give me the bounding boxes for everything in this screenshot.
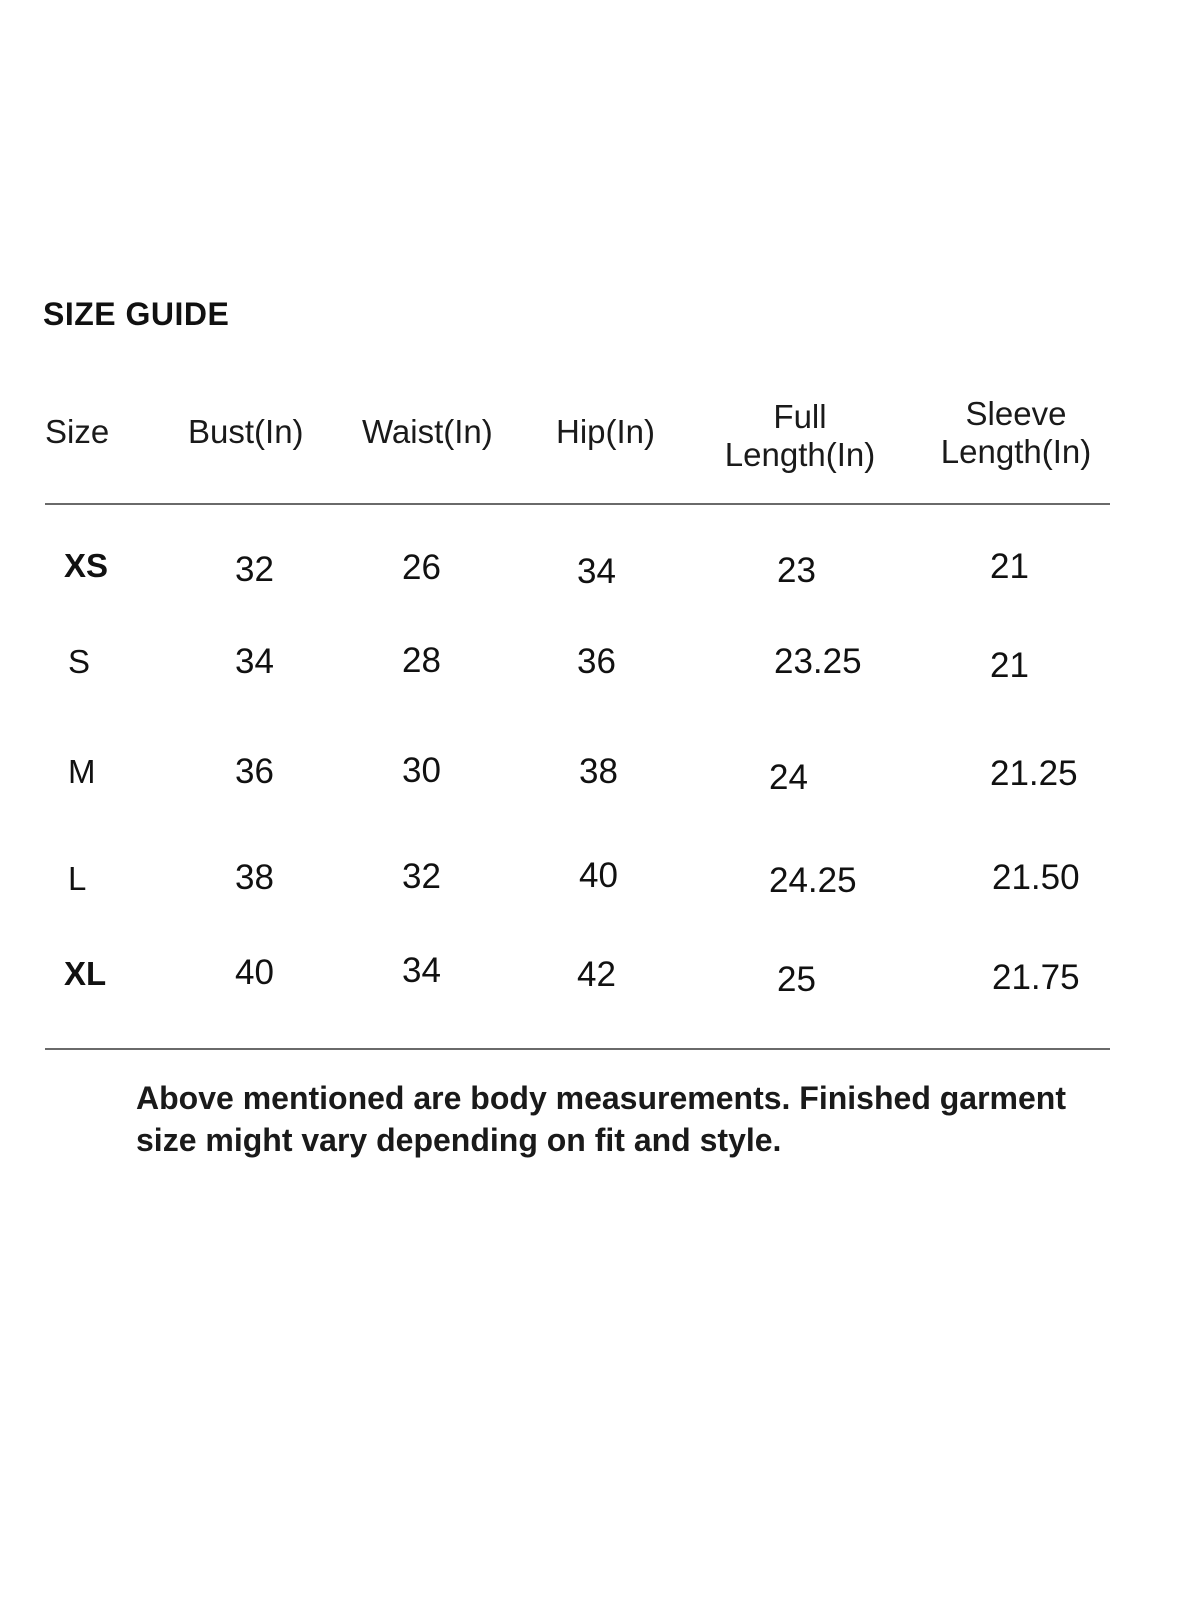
column-header-full-length — [725, 398, 875, 474]
row-xl-sleeve-length: 21.75 — [992, 958, 1080, 997]
row-s-waist: 28 — [402, 641, 441, 680]
header-divider — [45, 503, 1110, 505]
row-xl-full-length: 25 — [777, 960, 816, 999]
column-header-sleeve-length-line1: Sleeve — [965, 395, 1067, 432]
row-m-waist: 30 — [402, 751, 441, 790]
column-header-waist: Waist(In) — [362, 413, 493, 450]
measurement-note: Above mentioned are body measurements. Finished garment size might vary depending on fit and style. — [136, 1080, 1066, 1158]
row-xs-size: XS — [64, 547, 109, 584]
row-m-bust: 36 — [235, 752, 274, 791]
column-header-size: Size — [45, 413, 110, 450]
row-s-size: S — [68, 643, 91, 680]
row-m-size: M — [68, 753, 96, 790]
column-header-hip: Hip(In) — [556, 413, 656, 450]
row-xs-full-length: 23 — [777, 551, 816, 590]
row-xs-sleeve-length: 21 — [990, 547, 1029, 586]
column-header-sleeve-length — [941, 395, 1091, 471]
row-m-full-length: 24 — [769, 758, 808, 797]
row-m-hip: 38 — [579, 752, 618, 791]
size-guide-title: SIZE GUIDE — [43, 296, 230, 332]
row-l-waist: 32 — [402, 857, 441, 896]
column-header-bust: Bust(In) — [188, 413, 304, 450]
row-s-full-length: 23.25 — [774, 642, 862, 681]
table-bottom-divider — [45, 1048, 1110, 1050]
row-xs-bust: 32 — [235, 550, 274, 589]
row-xl-bust: 40 — [235, 953, 274, 992]
row-xs-hip: 34 — [577, 552, 616, 591]
row-l-size: L — [68, 860, 87, 897]
row-l-bust: 38 — [235, 858, 274, 897]
row-l-full-length: 24.25 — [769, 861, 857, 900]
column-header-full-length-line1: Full — [773, 398, 827, 435]
row-s-sleeve-length: 21 — [990, 646, 1029, 685]
row-xl-hip: 42 — [577, 955, 616, 994]
row-xs-waist: 26 — [402, 548, 441, 587]
column-header-sleeve-length-line2: Length(In) — [940, 433, 1092, 470]
row-s-hip: 36 — [577, 642, 616, 681]
row-l-sleeve-length: 21.50 — [992, 858, 1080, 897]
row-xl-waist: 34 — [402, 951, 441, 990]
column-header-full-length-line2: Length(In) — [724, 436, 876, 473]
row-s-bust: 34 — [235, 642, 274, 681]
row-xl-size: XL — [64, 955, 107, 992]
row-m-sleeve-length: 21.25 — [990, 754, 1078, 793]
row-l-hip: 40 — [579, 856, 618, 895]
